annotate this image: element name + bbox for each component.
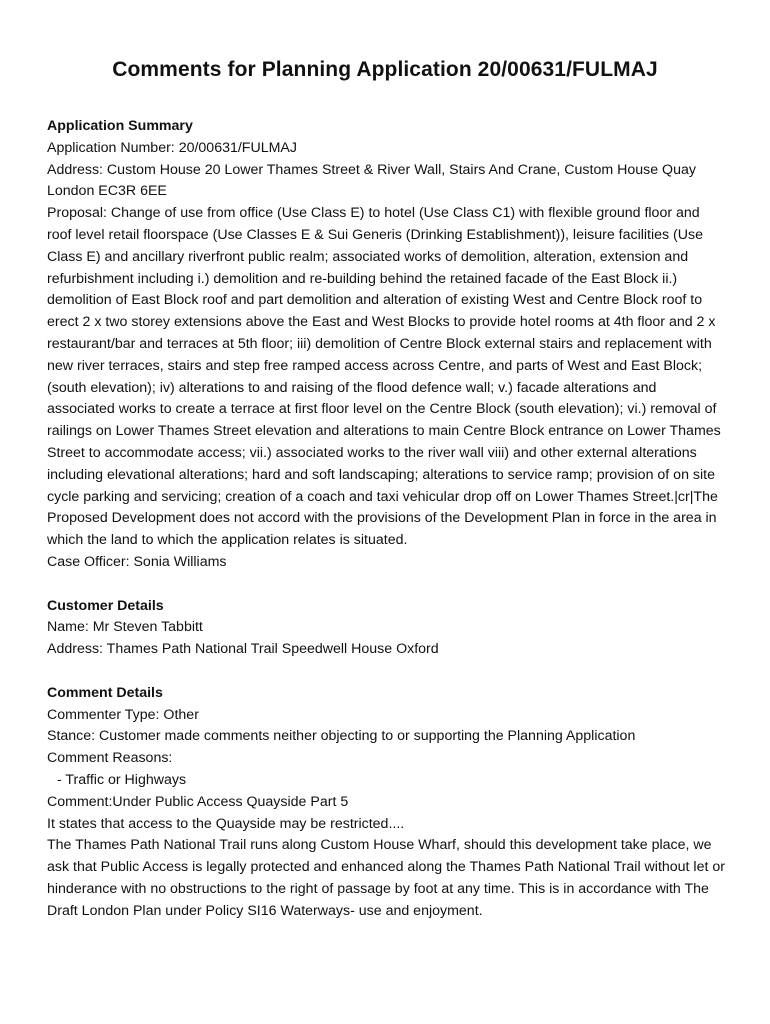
customer-address: Address: Thames Path National Trail Speedwell House Oxford (47, 641, 439, 658)
application-summary-heading: Application Summary (47, 118, 193, 134)
comment-details-heading: Comment Details (47, 684, 163, 701)
customer-details-heading: Customer Details (47, 597, 164, 614)
comment-reasons-label: Comment Reasons: (47, 750, 173, 767)
stance: Stance: Customer made comments neither objecting to or supporting the Planning Application (47, 728, 636, 745)
document-body (47, 116, 725, 922)
application-address: Address: Custom House 20 Lower Thames Street & River Wall, Stairs And Crane, Custom House Quay London EC3R 6EE (47, 161, 696, 200)
application-summary-section (47, 116, 725, 574)
comment-reason-item: - Traffic or Highways (47, 770, 725, 792)
comment-line-2: It states that access to the Quayside may be restricted.... (47, 815, 405, 832)
comment-body: The Thames Path National Trail runs along Custom House Wharf, should this development take place, we ask that Public Access is legally protected and enhanced along the Thames Path National Trail without let or hinderance with no obstructions to the right of passage by foot at any time. This is in accordance with The Draft London Plan under Policy SI16 Waterways- use and enjoyment. (47, 837, 725, 919)
section-spacer (47, 661, 725, 683)
case-officer: Case Officer: Sonia Williams (47, 553, 227, 570)
comment-details-section (47, 683, 725, 923)
section-spacer (47, 574, 725, 596)
customer-name: Name: Mr Steven Tabbitt (47, 619, 203, 636)
page-title: Comments for Planning Application 20/00631/FULMAJ (112, 58, 658, 81)
customer-details-section (47, 596, 725, 661)
application-number: Application Number: 20/00631/FULMAJ (47, 139, 297, 156)
commenter-type: Commenter Type: Other (47, 706, 199, 723)
application-proposal: Proposal: Change of use from office (Use Class E) to hotel (Use Class C1) with flexible ground floor and roof level retail floorspace (Use Classes E & Sui Generis (Drinking Establishment)), leisure facilities (Use Class E) and ancillary riverfront public realm; associated works of demolition, alteration, extension and refurbishment including i.) demolition and re-building behind the retained facade of the East Block ii.) demolition of East Block roof and part demolition and alteration of existing West and Centre Block roof to erect 2 x two storey extensions above the East and West Blocks to provide hotel rooms at 4th floor and 2 x restaurant/bar and terraces at 5th floor; iii) demolition of Centre Block external stairs and replacement with new river terraces, stairs and step free ramped access across Centre, and parts of West and East Block; (south elevation); iv) alterations to and raising of the flood defence wall; v.) facade alterations and associated works to create a terrace at first floor level on the Centre Block (south elevation); vi.) removal of railings on Lower Thames Street elevation and alterations to main Centre Block entrance on Lower Thames Street to accommodate access; vii.) associated works to the river wall viii) and other external alterations including elevational alterations; hard and soft landscaping; alterations to service ramp; provision of on site cycle parking and servicing; creation of a coach and taxi vehicular drop off on Lower Thames Street.|cr|The Proposed Development does not accord with the provisions of the Development Plan in force in the area in which the land to which the application relates is situated. (47, 205, 721, 549)
comment-line-1: Comment:Under Public Access Quayside Part 5 (47, 793, 349, 810)
